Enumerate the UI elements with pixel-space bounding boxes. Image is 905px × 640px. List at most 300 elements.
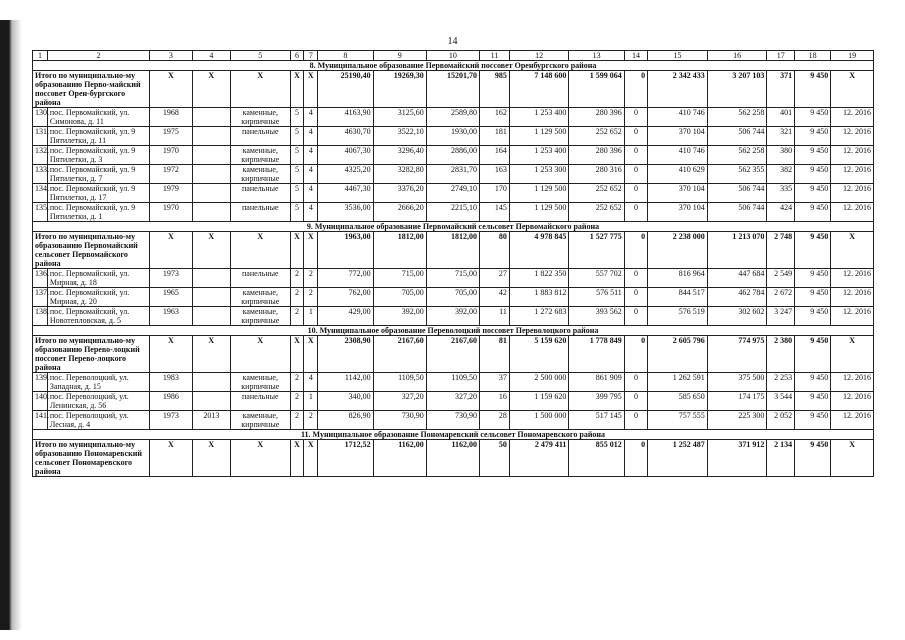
table-cell: 12. 2016 (831, 392, 874, 411)
table-cell: 134. (33, 184, 48, 203)
column-number-cell: 8 (318, 51, 373, 61)
table-cell: 370 104 (648, 203, 708, 222)
summary-value: X (290, 232, 304, 269)
section-title: 8. Муниципальное образование Первомайский поссовет Оренбургского района (33, 61, 874, 71)
table-cell (192, 108, 230, 127)
summary-value: 2 238 000 (648, 232, 708, 269)
table-cell: 252 652 (569, 127, 624, 146)
table-cell: 1 272 683 (509, 307, 569, 326)
table-cell: 380 (767, 146, 795, 165)
table-cell: 1973 (150, 411, 193, 430)
summary-value: 81 (480, 336, 510, 373)
table-cell (192, 373, 230, 392)
table-cell: 0 (624, 269, 647, 288)
table-cell: 370 104 (648, 184, 708, 203)
table-cell: 9 450 (795, 146, 831, 165)
table-cell: 163 (480, 165, 510, 184)
table-cell: 181 (480, 127, 510, 146)
table-cell: 410 629 (648, 165, 708, 184)
table-cell: 517 145 (569, 411, 624, 430)
table-cell: 1968 (150, 108, 193, 127)
table-cell: пос. Первомайский, ул. 9 Пятилетки, д. 3 (47, 146, 149, 165)
table-cell: 9 450 (795, 269, 831, 288)
column-number-cell: 9 (373, 51, 426, 61)
table-cell: 1983 (150, 373, 193, 392)
table-row (33, 184, 874, 203)
table-cell: пос. Первомайский, ул. 9 Пятилетки, д. 17 (47, 184, 149, 203)
table-cell: 816 964 (648, 269, 708, 288)
summary-value: 0 (624, 71, 647, 108)
table-cell: 327,20 (426, 392, 479, 411)
table-cell: 0 (624, 307, 647, 326)
table-cell (192, 269, 230, 288)
table-cell: 145 (480, 203, 510, 222)
section-header-row (33, 222, 874, 232)
table-cell: 861 909 (569, 373, 624, 392)
summary-value: 2 605 796 (648, 336, 708, 373)
table-cell: 410 746 (648, 108, 708, 127)
table-cell: 4 (304, 108, 318, 127)
table-cell: 462 784 (707, 288, 767, 307)
table-cell: 715,00 (373, 269, 426, 288)
table-cell: 9 450 (795, 288, 831, 307)
table-row (33, 165, 874, 184)
table-cell: 135. (33, 203, 48, 222)
table-cell: 42 (480, 288, 510, 307)
table-cell: 2 (290, 392, 304, 411)
table-cell: 12. 2016 (831, 146, 874, 165)
table-cell: 1 883 812 (509, 288, 569, 307)
table-row (33, 127, 874, 146)
column-number-cell: 10 (426, 51, 479, 61)
summary-value: X (831, 71, 874, 108)
table-cell: 1109,50 (426, 373, 479, 392)
table-cell: 772,00 (318, 269, 373, 288)
table-cell: 1970 (150, 203, 193, 222)
table-cell: 562 258 (707, 108, 767, 127)
table-cell: 11 (480, 307, 510, 326)
summary-value: 371 (767, 71, 795, 108)
table-cell: 335 (767, 184, 795, 203)
table-cell: 5 (290, 108, 304, 127)
summary-value: X (290, 440, 304, 477)
table-cell: 399 795 (569, 392, 624, 411)
summary-value: 25190,40 (318, 71, 373, 108)
summary-value: 1 213 070 (707, 232, 767, 269)
summary-value: X (290, 336, 304, 373)
table-cell: панельные (230, 184, 290, 203)
table-cell: 302 602 (707, 307, 767, 326)
section-summary-row (33, 71, 874, 108)
table-cell: 5 (290, 165, 304, 184)
table-cell: 1 159 620 (509, 392, 569, 411)
table-cell: 393 562 (569, 307, 624, 326)
table-cell: 844 517 (648, 288, 708, 307)
table-cell: 0 (624, 146, 647, 165)
table-row (33, 411, 874, 430)
column-number-cell: 17 (767, 51, 795, 61)
table-cell: 2 549 (767, 269, 795, 288)
summary-label: Итого по муниципально-му образованию Пономаревский сельсовет Пономаревского района (33, 440, 150, 477)
column-number-cell: 1 (33, 51, 48, 61)
table-cell: 562 258 (707, 146, 767, 165)
table-cell: 2 672 (767, 288, 795, 307)
section-summary-row (33, 232, 874, 269)
summary-value: 9 450 (795, 440, 831, 477)
table-cell: 730,90 (426, 411, 479, 430)
table-cell: каменные, кирпичные (230, 307, 290, 326)
table-cell: 3125,60 (373, 108, 426, 127)
table-cell: 4 (304, 146, 318, 165)
table-cell: 0 (624, 373, 647, 392)
table-row (33, 269, 874, 288)
table-cell: 4 (304, 203, 318, 222)
table-cell: панельные (230, 127, 290, 146)
summary-value: 2 479 411 (509, 440, 569, 477)
table-cell: 280 396 (569, 108, 624, 127)
table-cell: 252 652 (569, 184, 624, 203)
table-cell: 429,00 (318, 307, 373, 326)
table-cell: 321 (767, 127, 795, 146)
table-cell: 4 (304, 165, 318, 184)
table-cell: 3376,20 (373, 184, 426, 203)
table-cell (192, 392, 230, 411)
table-cell: 2 (304, 269, 318, 288)
column-number-cell: 11 (480, 51, 510, 61)
table-cell: 1109,50 (373, 373, 426, 392)
table-cell: пос. Первомайский, ул. Мирная, д. 18 (47, 269, 149, 288)
table-cell: 327,20 (373, 392, 426, 411)
section-header-row (33, 61, 874, 71)
table-row (33, 203, 874, 222)
table-cell: 410 746 (648, 146, 708, 165)
summary-value: 1 252 487 (648, 440, 708, 477)
summary-value: 1963,00 (318, 232, 373, 269)
table-cell: 757 555 (648, 411, 708, 430)
table-cell: 3536,00 (318, 203, 373, 222)
table-cell: 401 (767, 108, 795, 127)
table-cell: 27 (480, 269, 510, 288)
column-number-cell: 3 (150, 51, 193, 61)
summary-value: X (290, 71, 304, 108)
section-summary-row (33, 440, 874, 477)
table-cell (192, 288, 230, 307)
table-cell: 562 355 (707, 165, 767, 184)
table-cell: 705,00 (373, 288, 426, 307)
table-cell: 1986 (150, 392, 193, 411)
summary-value: 2167,60 (373, 336, 426, 373)
table-cell: 1142,00 (318, 373, 373, 392)
column-number-cell: 5 (230, 51, 290, 61)
table-cell: 506 744 (707, 127, 767, 146)
table-cell: 12. 2016 (831, 203, 874, 222)
table-cell: каменные, кирпичные (230, 411, 290, 430)
table-cell: 9 450 (795, 108, 831, 127)
summary-value: 5 159 620 (509, 336, 569, 373)
table-cell: 2666,20 (373, 203, 426, 222)
table-cell: 2 (304, 288, 318, 307)
summary-value: 2 748 (767, 232, 795, 269)
table-cell: 1975 (150, 127, 193, 146)
table-cell: 4163,90 (318, 108, 373, 127)
table-cell: 382 (767, 165, 795, 184)
table-cell: 137. (33, 288, 48, 307)
summary-value: 1 527 775 (569, 232, 624, 269)
table-row (33, 108, 874, 127)
table-cell: пос. Первомайский, ул. Симонова, д. 11 (47, 108, 149, 127)
table-cell: 9 450 (795, 127, 831, 146)
table-cell: 12. 2016 (831, 165, 874, 184)
summary-value: 2 342 433 (648, 71, 708, 108)
table-cell: 1 822 350 (509, 269, 569, 288)
table-cell: 0 (624, 411, 647, 430)
table-row (33, 392, 874, 411)
summary-value: 774 975 (707, 336, 767, 373)
table-cell: пос. Переволоцкий, ул. Ленинская, д. 56 (47, 392, 149, 411)
summary-value: X (831, 440, 874, 477)
table-cell: 4325,20 (318, 165, 373, 184)
table-cell: 2 (290, 288, 304, 307)
table-cell: 2013 (192, 411, 230, 430)
table-cell: 2886,00 (426, 146, 479, 165)
table-cell: панельные (230, 392, 290, 411)
table-cell: пос. Первомайский, ул. Новотепловская, д. 5 (47, 307, 149, 326)
table-cell: 424 (767, 203, 795, 222)
table-cell: 1 500 000 (509, 411, 569, 430)
table-cell: каменные, кирпичные (230, 165, 290, 184)
table-cell: 131. (33, 127, 48, 146)
table-cell: 133. (33, 165, 48, 184)
summary-value: X (150, 232, 193, 269)
table-cell: 12. 2016 (831, 288, 874, 307)
table-cell: 2215,10 (426, 203, 479, 222)
summary-value: 3 207 103 (707, 71, 767, 108)
table-cell: 826,90 (318, 411, 373, 430)
table-cell: 9 450 (795, 165, 831, 184)
table-cell: пос. Первомайский, ул. 9 Пятилетки, д. 1 (47, 203, 149, 222)
table-cell: пос. Первомайский, ул. Мирная, д. 20 (47, 288, 149, 307)
table-cell: 0 (624, 392, 647, 411)
summary-value: X (230, 71, 290, 108)
summary-value: X (831, 232, 874, 269)
table-cell: 730,90 (373, 411, 426, 430)
table-cell: 2749,10 (426, 184, 479, 203)
summary-value: 4 978 845 (509, 232, 569, 269)
table-cell: 2 (290, 373, 304, 392)
table-cell: 9 450 (795, 203, 831, 222)
summary-label: Итого по муниципально-му образованию Первомайский сельсовет Первомайского района (33, 232, 150, 269)
summary-value: X (304, 232, 318, 269)
column-number-cell: 6 (290, 51, 304, 61)
summary-value: 1812,00 (373, 232, 426, 269)
table-cell: 1 (304, 307, 318, 326)
table-cell: 2 253 (767, 373, 795, 392)
table-cell: 225 300 (707, 411, 767, 430)
table-cell: 12. 2016 (831, 373, 874, 392)
section-title: 11. Муниципальное образование Пономаревский сельсовет Пономаревского района (33, 430, 874, 440)
table-cell: 12. 2016 (831, 269, 874, 288)
table-cell (192, 127, 230, 146)
table-cell: 392,00 (373, 307, 426, 326)
summary-value: X (304, 336, 318, 373)
summary-value: X (304, 440, 318, 477)
column-number-cell: 13 (569, 51, 624, 61)
column-number-row (33, 51, 874, 61)
table-cell: 557 702 (569, 269, 624, 288)
table-cell: 2831,70 (426, 165, 479, 184)
column-number-cell: 15 (648, 51, 708, 61)
table-cell: 2 (304, 411, 318, 430)
table-cell: 1965 (150, 288, 193, 307)
column-number-cell: 14 (624, 51, 647, 61)
table-cell (192, 165, 230, 184)
table-cell: 1 253 400 (509, 146, 569, 165)
table-cell: 576 511 (569, 288, 624, 307)
table-cell: 715,00 (426, 269, 479, 288)
table-row (33, 373, 874, 392)
summary-label: Итого по муниципально-му образованию Перево-лоцкий поссовет Перево-лоцкого района (33, 336, 150, 373)
table-cell: 1 129 500 (509, 203, 569, 222)
table-cell: панельные (230, 203, 290, 222)
table-cell: 392,00 (426, 307, 479, 326)
summary-value: 9 450 (795, 232, 831, 269)
summary-value: 7 148 600 (509, 71, 569, 108)
table-cell: 139. (33, 373, 48, 392)
table-row (33, 146, 874, 165)
table-cell (192, 184, 230, 203)
table-row (33, 288, 874, 307)
scan-edge-shadow (0, 20, 22, 630)
table-cell: 28 (480, 411, 510, 430)
table-cell: 370 104 (648, 127, 708, 146)
table-cell: 9 450 (795, 307, 831, 326)
summary-value: X (192, 71, 230, 108)
table-cell: 252 652 (569, 203, 624, 222)
summary-value: 80 (480, 232, 510, 269)
table-cell: каменные, кирпичные (230, 288, 290, 307)
table-cell: 170 (480, 184, 510, 203)
summary-value: 0 (624, 336, 647, 373)
summary-value: X (230, 336, 290, 373)
section-header-row (33, 326, 874, 336)
table-cell: пос. Переволоцкий, ул. Лесная, д. 4 (47, 411, 149, 430)
table-cell: 506 744 (707, 203, 767, 222)
table-cell: 3296,40 (373, 146, 426, 165)
table-cell: 12. 2016 (831, 108, 874, 127)
summary-value: 50 (480, 440, 510, 477)
table-cell: 1970 (150, 146, 193, 165)
table-cell: панельные (230, 269, 290, 288)
table-cell: 9 450 (795, 184, 831, 203)
table-cell: 2 (290, 307, 304, 326)
table-cell: 585 650 (648, 392, 708, 411)
table-cell: пос. Переволоцкий, ул. Западная, д. 15 (47, 373, 149, 392)
table-cell: 141. (33, 411, 48, 430)
column-number-cell: 2 (47, 51, 149, 61)
table-cell: 9 450 (795, 392, 831, 411)
section-title: 9. Муниципальное образование Первомайский сельсовет Первомайского района (33, 222, 874, 232)
housing-register-table (32, 50, 874, 477)
summary-value: 15201,70 (426, 71, 479, 108)
column-number-cell: 18 (795, 51, 831, 61)
table-cell: 0 (624, 203, 647, 222)
column-number-cell: 19 (831, 51, 874, 61)
summary-value: 1812,00 (426, 232, 479, 269)
table-cell: пос. Первомайский, ул. 9 Пятилетки, д. 7 (47, 165, 149, 184)
summary-value: X (150, 440, 193, 477)
table-cell: 1973 (150, 269, 193, 288)
table-cell: 2589,80 (426, 108, 479, 127)
table-cell: 5 (290, 146, 304, 165)
summary-value: X (230, 440, 290, 477)
table-cell: 3 544 (767, 392, 795, 411)
table-cell: 130. (33, 108, 48, 127)
summary-value: 19269,30 (373, 71, 426, 108)
table-cell: 0 (624, 184, 647, 203)
table-cell: 762,00 (318, 288, 373, 307)
section-summary-row (33, 336, 874, 373)
table-cell: 5 (290, 184, 304, 203)
summary-value: X (150, 71, 193, 108)
section-title: 10. Муниципальное образование Переволоцкий поссовет Переволоцкого района (33, 326, 874, 336)
table-cell: 2 500 000 (509, 373, 569, 392)
table-cell: 1930,00 (426, 127, 479, 146)
summary-value: X (192, 440, 230, 477)
table-cell: 3522,10 (373, 127, 426, 146)
table-cell: 447 684 (707, 269, 767, 288)
table-cell: 0 (624, 108, 647, 127)
table-cell: 0 (624, 127, 647, 146)
table-cell: 138. (33, 307, 48, 326)
table-cell: 0 (624, 165, 647, 184)
summary-label: Итого по муниципально-му образованию Перво-майский поссовет Орен-бургского района (33, 71, 150, 108)
table-cell: 1979 (150, 184, 193, 203)
summary-value: X (831, 336, 874, 373)
table-cell: 5 (290, 203, 304, 222)
table-cell: 132. (33, 146, 48, 165)
summary-value: 0 (624, 232, 647, 269)
summary-value: 2167,60 (426, 336, 479, 373)
summary-value: 1 778 849 (569, 336, 624, 373)
table-cell: 1 253 300 (509, 165, 569, 184)
table-cell: 1 262 591 (648, 373, 708, 392)
table-cell: пос. Первомайский, ул. 9 Пятилетки, д. 11 (47, 127, 149, 146)
summary-value: 1162,00 (426, 440, 479, 477)
table-cell: 1 129 500 (509, 127, 569, 146)
summary-value: 1712,52 (318, 440, 373, 477)
table-cell: 576 519 (648, 307, 708, 326)
summary-value: 0 (624, 440, 647, 477)
table-cell: 340,00 (318, 392, 373, 411)
table-cell: 12. 2016 (831, 184, 874, 203)
table-row (33, 307, 874, 326)
column-number-cell: 16 (707, 51, 767, 61)
table-cell: 9 450 (795, 373, 831, 392)
summary-value: 9 450 (795, 336, 831, 373)
column-number-cell: 4 (192, 51, 230, 61)
table-cell: 4 (304, 373, 318, 392)
table-cell (192, 203, 230, 222)
summary-value: 855 012 (569, 440, 624, 477)
table-cell: каменные, кирпичные (230, 108, 290, 127)
table-cell (192, 307, 230, 326)
table-cell: каменные, кирпичные (230, 373, 290, 392)
summary-value: 9 450 (795, 71, 831, 108)
section-header-row (33, 430, 874, 440)
table-cell (192, 146, 230, 165)
column-number-cell: 12 (509, 51, 569, 61)
table-cell: 4067,30 (318, 146, 373, 165)
